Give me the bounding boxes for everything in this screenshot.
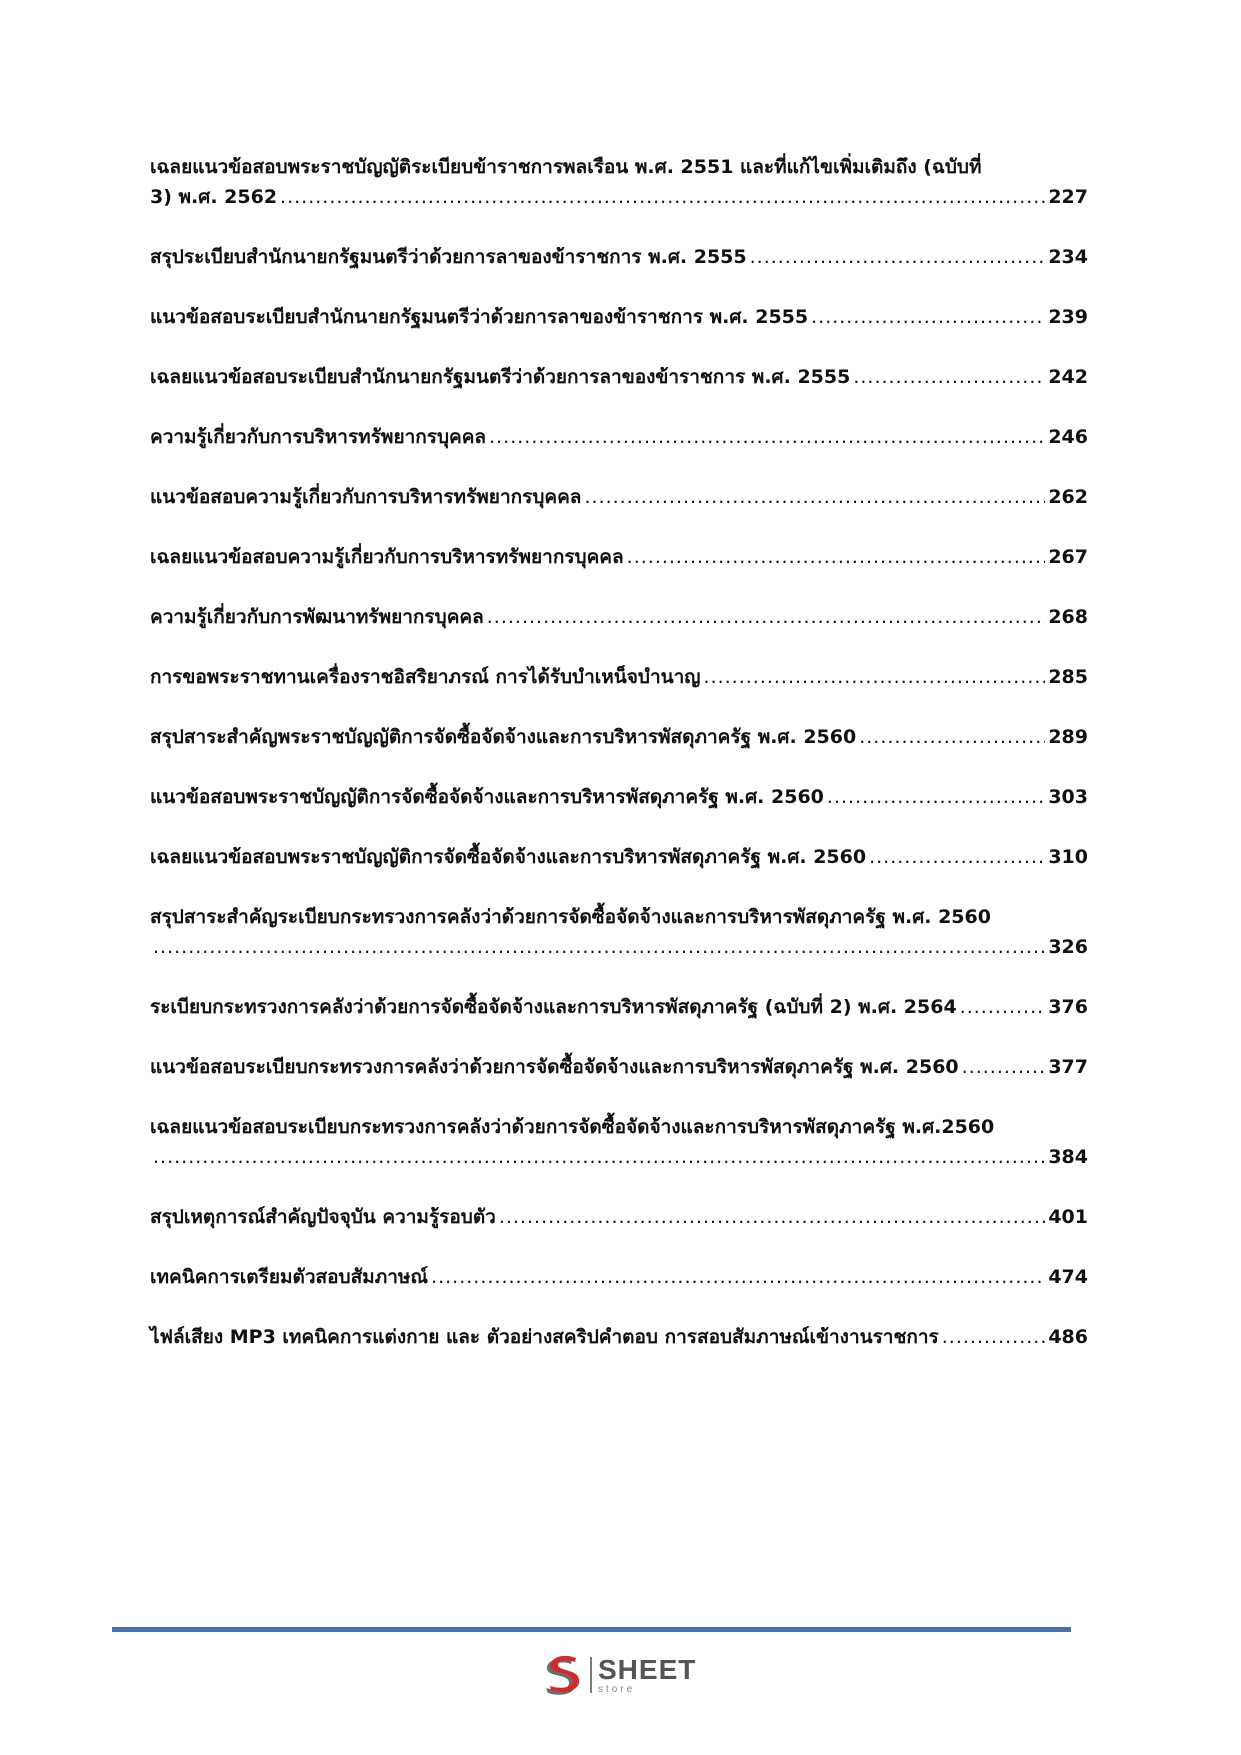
toc-entry-title: เฉลยแนวข้อสอบพระราชบัญญัติการจัดซื้อจัดจ้างและการบริหารพัสดุภาครัฐ พ.ศ. 2560	[150, 846, 867, 868]
dot-leader	[750, 242, 1046, 272]
toc-entry-page: 289	[1048, 726, 1088, 748]
toc-entry-page: 474	[1048, 1266, 1088, 1288]
toc-entry-page: 303	[1048, 786, 1088, 808]
toc-entry[interactable]	[150, 362, 1088, 392]
dot-leader	[627, 542, 1046, 572]
toc-entry[interactable]	[150, 152, 1088, 212]
toc-entry[interactable]	[150, 902, 1088, 962]
toc-entry[interactable]	[150, 1202, 1088, 1232]
toc-entry[interactable]	[150, 302, 1088, 332]
dot-leader	[704, 662, 1046, 692]
toc-entry-page: 234	[1048, 246, 1088, 268]
toc-entry-page: 227	[1048, 186, 1088, 208]
toc-entry-title: แนวข้อสอบความรู้เกี่ยวกับการบริหารทรัพยากรบุคคล	[150, 486, 582, 508]
toc-entry[interactable]	[150, 242, 1088, 272]
sheet-store-logo	[538, 1652, 696, 1698]
toc-entry-page: 246	[1048, 426, 1088, 448]
toc-entry-title: การขอพระราชทานเครื่องราชอิสริยาภรณ์ การได้รับบำเหน็จบำนาญ	[150, 666, 701, 688]
toc-entry[interactable]	[150, 842, 1088, 872]
toc-entry-title-line1: เฉลยแนวข้อสอบระเบียบกระทรวงการคลังว่าด้วยการจัดซื้อจัดจ้างและการบริหารพัสดุภาครัฐ พ.ศ.2560	[150, 1116, 995, 1138]
toc-entry[interactable]	[150, 482, 1088, 512]
toc-entry-title: ไฟล์เสียง MP3 เทคนิคการแต่งกาย และ ตัวอย่างสคริปคำตอบ การสอบสัมภาษณ์เข้างานราชการ	[150, 1326, 939, 1348]
toc-entry[interactable]	[150, 1262, 1088, 1292]
dot-leader	[499, 1202, 1045, 1232]
dot-leader	[153, 932, 1045, 962]
toc-entry[interactable]	[150, 722, 1088, 752]
toc-entry-title: แนวข้อสอบระเบียบกระทรวงการคลังว่าด้วยการจัดซื้อจัดจ้างและการบริหารพัสดุภาครัฐ พ.ศ. 2560	[150, 1056, 959, 1078]
toc-entry-page: 377	[1048, 1056, 1088, 1078]
toc-entry-title: สรุประเบียบสำนักนายกรัฐมนตรีว่าด้วยการลาของข้าราชการ พ.ศ. 2555	[150, 246, 747, 268]
dot-leader	[489, 422, 1045, 452]
logo-wordmark: SHEET	[598, 1653, 697, 1685]
toc-entry[interactable]	[150, 1052, 1088, 1082]
footer-rule	[112, 1627, 1071, 1632]
dot-leader	[960, 992, 1046, 1022]
toc-entry[interactable]	[150, 782, 1088, 812]
dot-leader	[853, 362, 1045, 392]
logo-subtitle: store	[598, 1683, 636, 1695]
toc-entry-page: 239	[1048, 306, 1088, 328]
dot-leader	[431, 1262, 1045, 1292]
toc-entry[interactable]	[150, 542, 1088, 572]
toc-entry-page: 326	[1048, 936, 1088, 958]
dot-leader	[827, 782, 1045, 812]
toc-entry-page: 262	[1048, 486, 1088, 508]
dot-leader	[584, 482, 1045, 512]
toc-entry-title: 3) พ.ศ. 2562	[150, 186, 278, 208]
table-of-contents	[150, 152, 1088, 1352]
dot-leader	[487, 602, 1046, 632]
toc-entry-title: ความรู้เกี่ยวกับการพัฒนาทรัพยากรบุคคล	[150, 606, 484, 628]
toc-entry-page: 376	[1048, 996, 1088, 1018]
toc-entry-page: 401	[1048, 1206, 1088, 1228]
dot-leader	[153, 1142, 1045, 1172]
toc-entry-title: สรุปสาระสำคัญพระราชบัญญัติการจัดซื้อจัดจ้างและการบริหารพัสดุภาครัฐ พ.ศ. 2560	[150, 726, 857, 748]
toc-entry-page: 384	[1048, 1146, 1088, 1168]
toc-entry[interactable]	[150, 992, 1088, 1022]
logo-separator	[590, 1657, 592, 1693]
toc-entry-title: เฉลยแนวข้อสอบระเบียบสำนักนายกรัฐมนตรีว่าด้วยการลาของข้าราชการ พ.ศ. 2555	[150, 366, 851, 388]
dot-leader	[859, 722, 1045, 752]
toc-entry[interactable]	[150, 602, 1088, 632]
dot-leader	[869, 842, 1045, 872]
toc-entry-title: ระเบียบกระทรวงการคลังว่าด้วยการจัดซื้อจัดจ้างและการบริหารพัสดุภาครัฐ (ฉบับที่ 2) พ.ศ. 2564	[150, 996, 957, 1018]
toc-entry[interactable]	[150, 1322, 1088, 1352]
toc-entry-page: 486	[1048, 1326, 1088, 1348]
dot-leader	[280, 182, 1045, 212]
toc-entry-page: 310	[1048, 846, 1088, 868]
toc-entry-page: 267	[1048, 546, 1088, 568]
toc-entry[interactable]	[150, 662, 1088, 692]
toc-entry-title: แนวข้อสอบพระราชบัญญัติการจัดซื้อจัดจ้างและการบริหารพัสดุภาครัฐ พ.ศ. 2560	[150, 786, 824, 808]
dot-leader	[811, 302, 1045, 332]
sheet-store-logo-icon	[538, 1652, 584, 1698]
dot-leader	[962, 1052, 1046, 1082]
toc-entry-title-line1: เฉลยแนวข้อสอบพระราชบัญญัติระเบียบข้าราชการพลเรือน พ.ศ. 2551 และที่แก้ไขเพิ่มเติมถึง (ฉบับที่	[150, 156, 982, 178]
toc-entry-title: เฉลยแนวข้อสอบความรู้เกี่ยวกับการบริหารทรัพยากรบุคคล	[150, 546, 624, 568]
toc-entry-title: แนวข้อสอบระเบียบสำนักนายกรัฐมนตรีว่าด้วยการลาของข้าราชการ พ.ศ. 2555	[150, 306, 809, 328]
toc-entry[interactable]	[150, 422, 1088, 452]
dot-leader	[942, 1322, 1046, 1352]
toc-entry-page: 268	[1048, 606, 1088, 628]
toc-entry-title: เทคนิคการเตรียมตัวสอบสัมภาษณ์	[150, 1266, 429, 1288]
toc-entry-page: 285	[1048, 666, 1088, 688]
toc-entry[interactable]	[150, 1112, 1088, 1172]
toc-entry-title: ความรู้เกี่ยวกับการบริหารทรัพยากรบุคคล	[150, 426, 487, 448]
toc-entry-page: 242	[1048, 366, 1088, 388]
toc-entry-title-line1: สรุปสาระสำคัญระเบียบกระทรวงการคลังว่าด้วยการจัดซื้อจัดจ้างและการบริหารพัสดุภาครัฐ พ.ศ. 2560	[150, 906, 991, 928]
toc-entry-title: สรุปเหตุการณ์สำคัญปัจจุบัน ความรู้รอบตัว	[150, 1206, 496, 1228]
